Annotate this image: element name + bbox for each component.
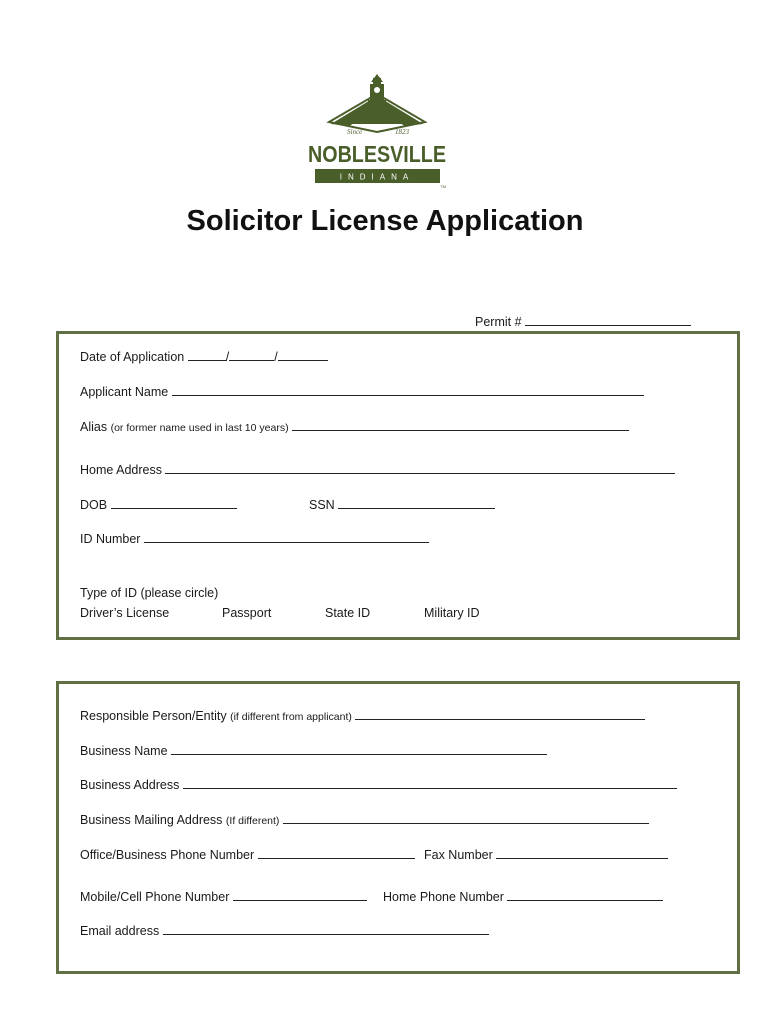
courthouse-icon <box>331 74 423 126</box>
page-title: Solicitor License Application <box>186 205 584 237</box>
logo-wordmark: NOBLESVILLE <box>308 141 446 167</box>
mobile-phone-field[interactable]: Mobile/Cell Phone Number <box>80 888 367 905</box>
svg-text:INDIANA: INDIANA <box>339 172 415 182</box>
business-name-field[interactable]: Business Name <box>80 742 547 759</box>
date-of-application-field[interactable]: Date of Application / / <box>80 348 328 365</box>
home-phone-field[interactable]: Home Phone Number <box>383 888 663 905</box>
id-option-state-id[interactable]: State ID <box>325 606 371 620</box>
svg-text:TM: TM <box>440 184 446 189</box>
email-address-field[interactable]: Email address <box>80 922 489 939</box>
svg-text:1823: 1823 <box>395 128 409 136</box>
id-type-label: Type of ID (please circle) <box>80 586 219 600</box>
ssn-field[interactable]: SSN <box>309 496 495 513</box>
business-address-field[interactable]: Business Address <box>80 776 677 793</box>
office-phone-field[interactable]: Office/Business Phone Number <box>80 846 415 863</box>
applicant-name-field[interactable]: Applicant Name <box>80 383 644 400</box>
permit-blank[interactable] <box>525 313 691 326</box>
business-mailing-address-field[interactable]: Business Mailing Address (If different) <box>80 811 649 829</box>
home-address-field[interactable]: Home Address <box>80 461 675 478</box>
fax-number-field[interactable]: Fax Number <box>424 846 668 863</box>
dob-field[interactable]: DOB <box>80 496 237 513</box>
svg-text:Since: Since <box>347 128 363 136</box>
id-option-drivers-license[interactable]: Driver’s License <box>80 606 170 620</box>
alias-field[interactable]: Alias (or former name used in last 10 years) <box>80 418 629 436</box>
noblesville-logo <box>305 74 450 190</box>
id-option-passport[interactable]: Passport <box>222 606 272 620</box>
id-number-field[interactable]: ID Number <box>80 530 429 547</box>
id-option-military-id[interactable]: Military ID <box>424 606 480 620</box>
responsible-person-field[interactable]: Responsible Person/Entity (if different from applicant) <box>80 707 645 725</box>
permit-field[interactable]: Permit # <box>475 313 691 330</box>
